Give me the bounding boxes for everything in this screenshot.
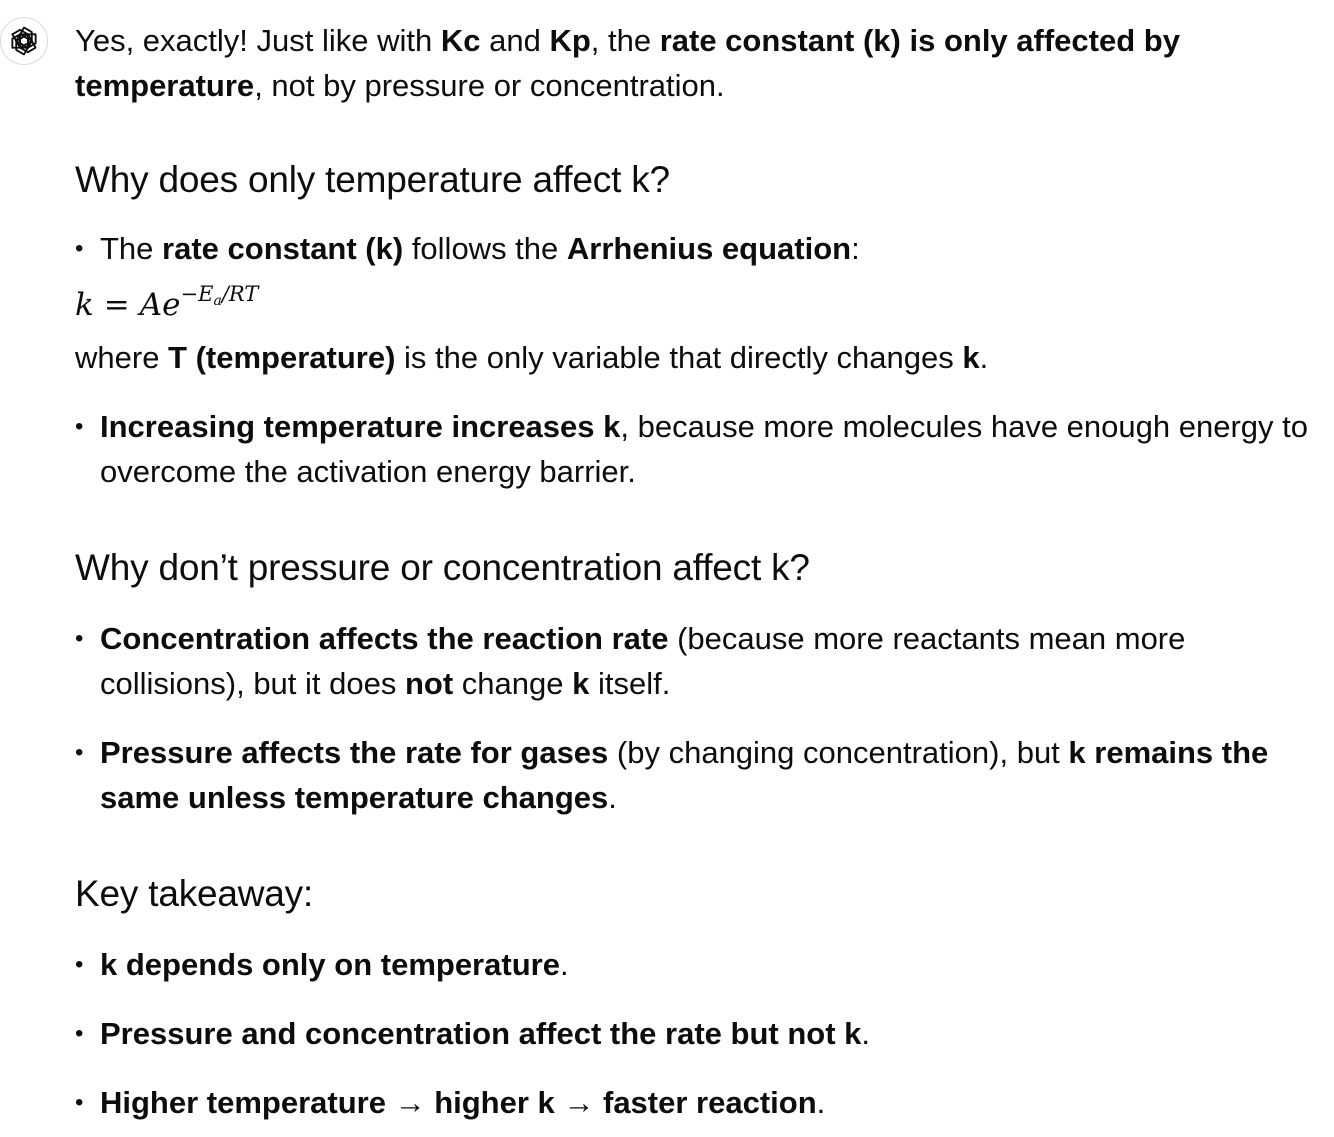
- list-item: • Concentration affects the reaction rate (because more reactants mean more collisions), but it does not change k itself.: [75, 616, 1330, 706]
- assistant-message: [75, 18, 1330, 1125]
- list-item: • k depends only on temperature.: [75, 942, 1330, 987]
- where-paragraph: where T (temperature) is the only variable that directly changes k.: [75, 340, 989, 375]
- list-arrhenius: [75, 226, 1330, 271]
- formula-exponent: −Ea/RT: [180, 282, 259, 309]
- assistant-avatar: [0, 17, 48, 65]
- list-item: • Pressure and concentration affect the rate but not k.: [75, 1011, 1330, 1056]
- list-item: • Higher temperature → higher k → faster reaction.: [75, 1080, 1330, 1125]
- list-item: • The rate constant (k) follows the Arrhenius equation:: [75, 226, 1330, 271]
- list-key-takeaways: [75, 942, 1330, 1125]
- heading-why-temperature: Why does only temperature affect k?: [75, 159, 670, 200]
- arrhenius-formula: $k = Ae^{-E_a/RT}$: [75, 282, 259, 323]
- heading-why-not-pressure: Why don’t pressure or concentration affect k?: [75, 547, 810, 588]
- heading-key-takeaway: Key takeaway:: [75, 873, 314, 914]
- intro-paragraph: Yes, exactly! Just like with Kc and Kp, the rate constant (k) is only affected by temperature, not by pressure or concentration.: [75, 23, 1180, 103]
- list-item: • Pressure affects the rate for gases (by changing concentration), but k remains the same unless temperature changes.: [75, 730, 1330, 820]
- list-temperature-effect: [75, 404, 1330, 494]
- list-item: • Increasing temperature increases k, because more molecules have enough energy to overcome the activation energy barrier.: [75, 404, 1330, 494]
- list-pressure-concentration: [75, 616, 1330, 820]
- openai-logo-icon: [7, 24, 41, 58]
